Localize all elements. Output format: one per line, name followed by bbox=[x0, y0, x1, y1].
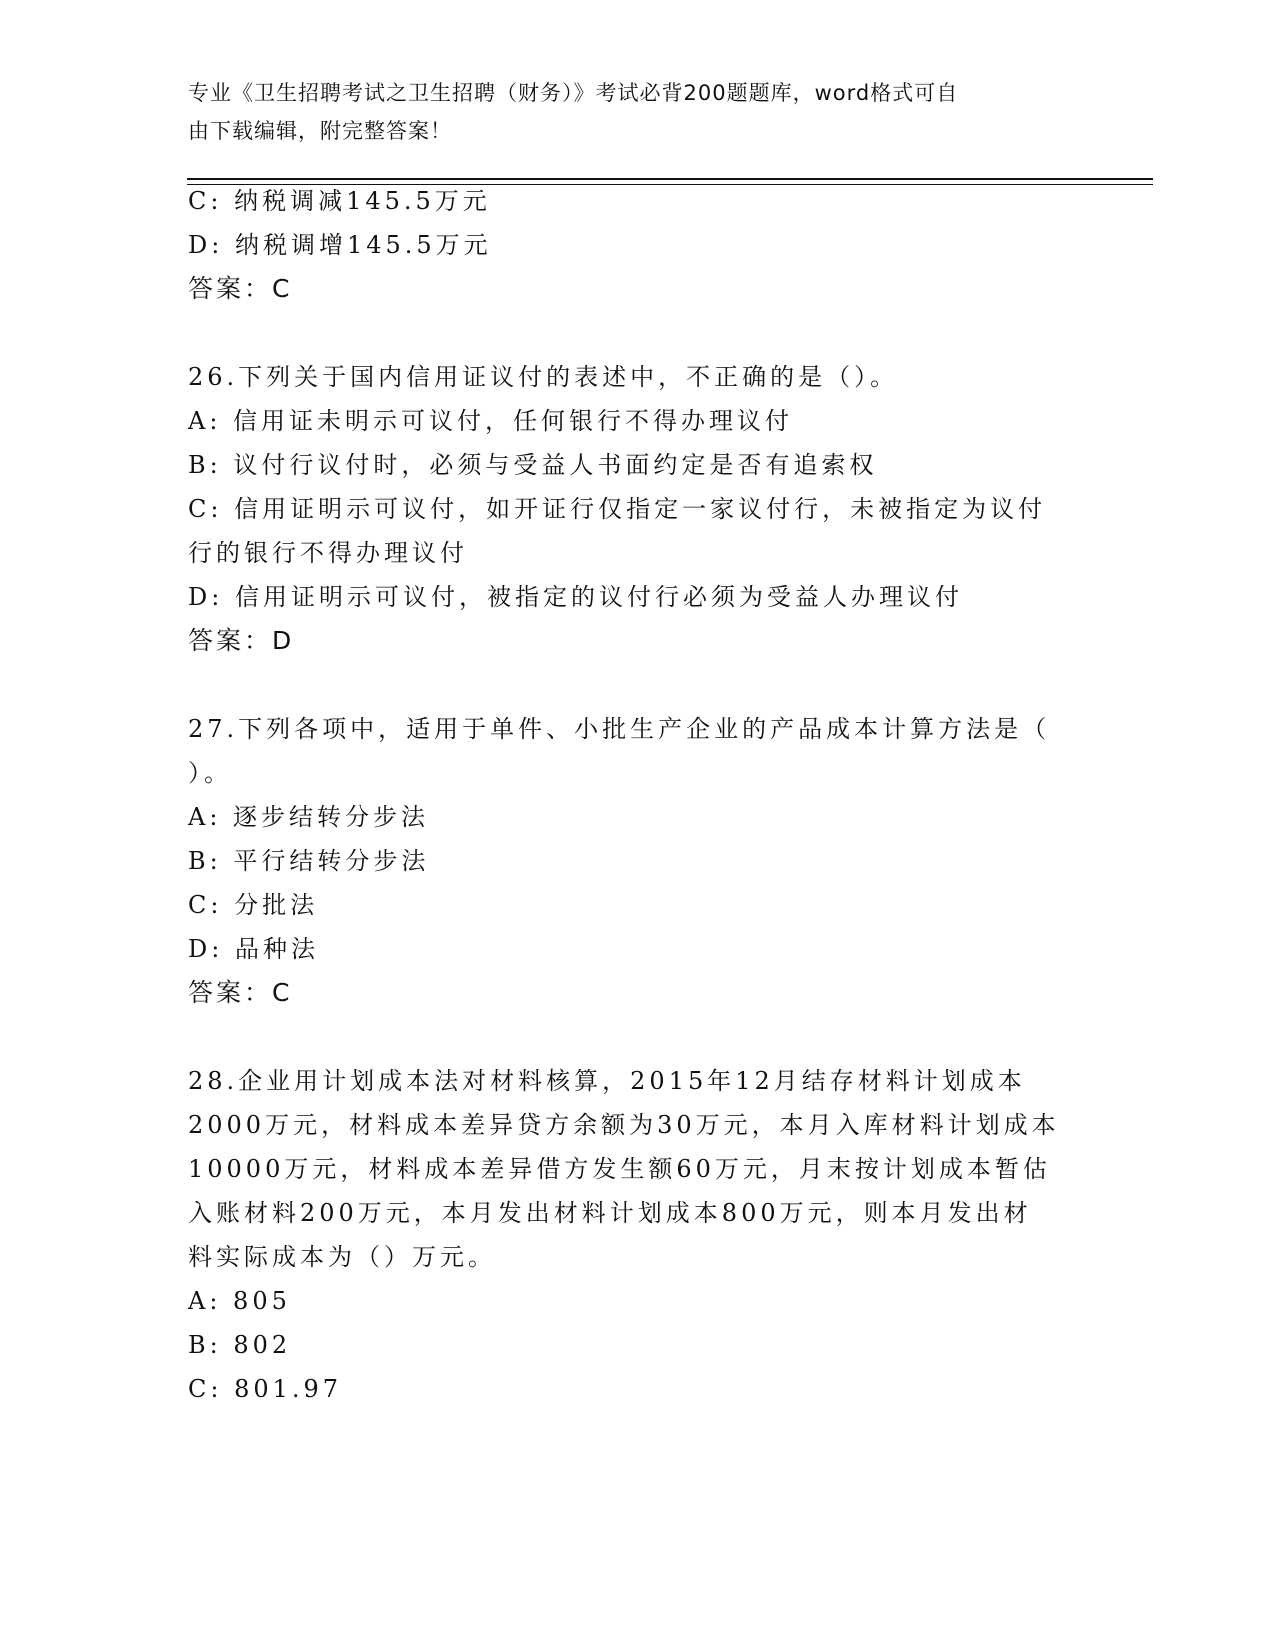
q27-stem-line-1: 27.下列各项中，适用于单件、小批生产企业的产品成本计算方法是（ bbox=[188, 715, 1051, 743]
q26-option-c-line-2: 行的银行不得办理议付 bbox=[188, 539, 468, 567]
header-title-line-1: 专业《卫生招聘考试之卫生招聘（财务）》考试必背200题题库，word格式可自 bbox=[188, 81, 959, 105]
q27-option-d: D: 品种法 bbox=[188, 935, 319, 963]
q28-stem-line-2: 2000万元，材料成本差异贷方余额为30万元，本月入库材料计划成本 bbox=[188, 1111, 1060, 1139]
q25-option-d: D: 纳税调增145.5万元 bbox=[188, 231, 492, 259]
q26-option-b: B: 议付行议付时，必须与受益人书面约定是否有追索权 bbox=[188, 451, 878, 479]
q27-option-a: A: 逐步结转分步法 bbox=[188, 803, 430, 831]
q26-option-c-line-1: C: 信用证明示可议付，如开证行仅指定一家议付行，未被指定为议付 bbox=[188, 495, 1047, 523]
q25-option-c: C: 纳税调减145.5万元 bbox=[188, 187, 491, 215]
q26-stem: 26.下列关于国内信用证议付的表述中，不正确的是（）。 bbox=[188, 363, 899, 391]
q27-option-b: B: 平行结转分步法 bbox=[188, 847, 430, 875]
q26-answer: 答案：D bbox=[188, 626, 295, 655]
q28-stem-line-4: 入账材料200万元，本月发出材料计划成本800万元，则本月发出材 bbox=[188, 1199, 1032, 1227]
header-divider-thick bbox=[187, 178, 1153, 180]
header-divider-thin bbox=[187, 184, 1153, 185]
q27-stem-line-2: ）。 bbox=[188, 759, 232, 787]
document-header bbox=[188, 74, 1088, 150]
q28-option-a: A: 805 bbox=[188, 1287, 291, 1315]
header-title-line-2: 由下载编辑，附完整答案！ bbox=[188, 119, 452, 143]
q28-stem-line-3: 10000万元，材料成本差异借方发生额60万元，月末按计划成本暂估 bbox=[188, 1155, 1051, 1183]
q25-answer: 答案：C bbox=[188, 274, 293, 303]
q27-option-c: C: 分批法 bbox=[188, 891, 319, 919]
q26-option-d: D: 信用证明示可议付，被指定的议付行必须为受益人办理议付 bbox=[188, 583, 963, 611]
q27-answer: 答案：C bbox=[188, 978, 293, 1007]
q28-option-c: C: 801.97 bbox=[188, 1375, 343, 1403]
q28-stem-line-1: 28.企业用计划成本法对材料核算，2015年12月结存材料计划成本 bbox=[188, 1067, 1026, 1095]
q28-stem-line-5: 料实际成本为（）万元。 bbox=[188, 1243, 496, 1271]
q26-option-a: A: 信用证未明示可议付，任何银行不得办理议付 bbox=[188, 407, 794, 435]
q28-option-b: B: 802 bbox=[188, 1331, 292, 1359]
